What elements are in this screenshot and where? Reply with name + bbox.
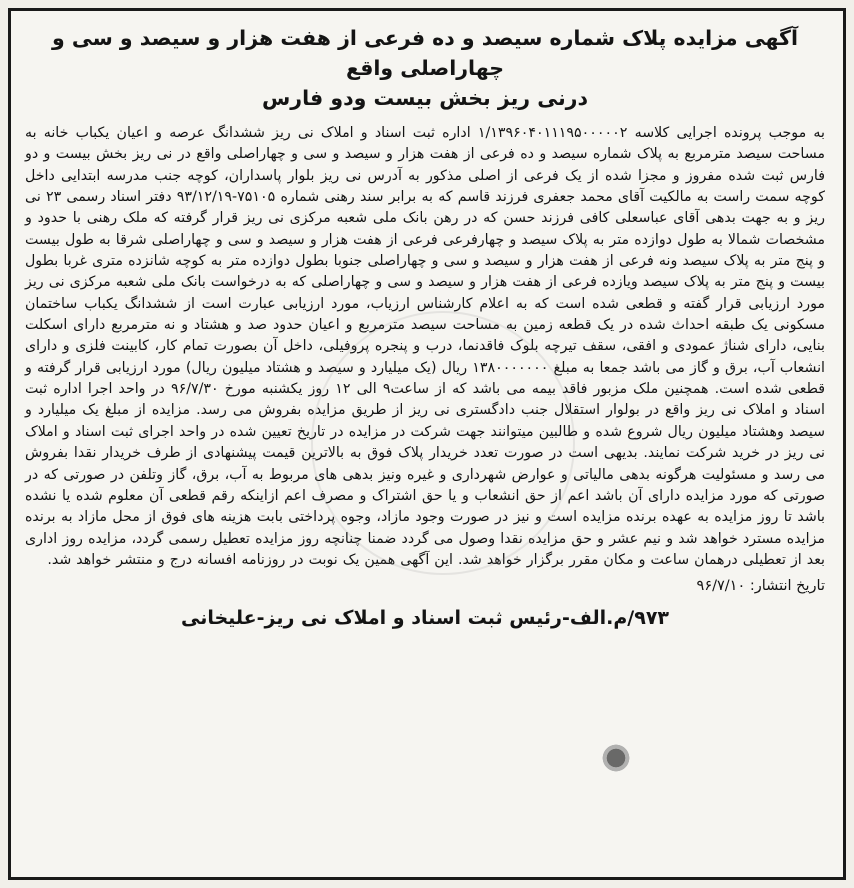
notice-title: آگهی مزایده پلاک شماره سیصد و ده فرعی از هفت هزار و سیصد و سی و چهاراصلی واقع bbox=[52, 26, 798, 80]
notice-body: به موجب پرونده اجرایی کلاسه ۱/۱۳۹۶۰۴۰۱۱۱۹۵۰۰۰۰۰۲ اداره ثبت اسناد و املاک نی ریز ششدانگ عرصه و اعیان یکباب خانه به مساحت سیصد مترمربع به پلاک شماره سیصد و ده فرعی از هفت هزار و سیصد و سی و چهاراصلی واقع در نی ریز بخش بیست و دو فارس ثبت شده مفروز و مجزا شده از یک فرعی از اصلی مذکور به آدرس نی ریز بلوار پاسداران، کوچه جنب مدرسه ابتدایی داخل کوچه سمت راست به مالکیت آقای محمد جعفری فرزند قاسم که به برابر سند رهنی شماره ۷۵۱۰۵-۹۳/۱۲/۱۹ دفتر اسناد رسمی ۲۳ نی ریز و به جهت بدهی آقای عباسعلی کافی فرزند حسن که در رهن بانک ملی شعبه مرکزی نی ریز قرار گرفته که ملک رهنی با حدود و مشخصات شمالا به طول دوازده متر به پلاک سیصد و چهارفرعی فرعی از هفت هزار و سیصد و سی و چهاراصلی شرقا به طول بیست و پنج متر به پلاک سیصد ونه فرعی از هفت هزار و سیصد و سی و چهاراصلی جنوبا بطول دوازده متر به کوچه شانزده متری غربا بطول بیست و پنج متر به پلاک سیصد ویازده فرعی از هفت هزار و سیصد و سی و چهاراصلی که به درخواست بانک ملی شعبه مرکزی نی ریز مورد ارزیابی قرار گفته و قطعی شده است که به اعلام کارشناس ارزیاب، مورد ارزیابی عبارت است از ششدانگ یکباب ساختمان مسکونی یک طبقه احداث شده در یک قطعه زمین به مساحت سیصد مترمربع و اعیان حدود صد و هشتاد و نه مترمربع دارای اسکلت بنایی، دارای شناژ عمودی و افقی، سقف تیرچه بلوک فاقدنما، درب و پنجره پروفیلی، داخل آن بصورت تمام کار، کابینت فلزی و دارای انشعاب آب، برق و گاز می باشد جمعا به مبلغ ۱۳۸۰۰۰۰۰۰۰ ریال (یک میلیارد و سیصد و هشتاد میلیون ریال) مورد ارزیابی قرار گرفته و قطعی شده است. همچنین ملک مزبور فاقد بیمه می باشد که از ساعت۹ الی ۱۲ روز یکشنبه مورخ ۹۶/۷/۳۰ در واحد اجرا اداره ثبت اسناد و املاک نی ریز واقع در بولوار استقلال جنب دادگستری نی ریز از طریق مزایده بفروش می رسد. مزایده از مبلغ یک میلیارد و سیصد وهشتاد میلیون ریال شروع شده و طالبین میتوانند جهت شرکت در مزایده در تاریخ تعیین شده در واحد اجرای ثبت اسناد و املاک نی ریز در خرید شرکت نمایند. بدیهی است در صورت تعدد خریدار پلاک فوق به بالاترین قیمت پیشنهادی از طرف خریدار نقدا بفروش می رسد و مسئولیت هرگونه بدهی مالیاتی و عوارض شهرداری و غیره ونیز بدهی های مربوط به آب، برق، گاز وتلفن در صورتی که در صورتی که مورد مزایده دارای آن باشد اعم از حق انشعاب و یا حق اشتراک و مصرف اعم ازاینکه رقم قطعی آن معلوم شده یا نشده باشد تا روز مزایده به عهده برنده مزایده است و نیز در صورت وجود مازاد، وجوه پرداختی بابت هزینه های فوق از محل مازاد به برنده مزایده مسترد خواهد شد و نیم عشر و حق مزایده نقدا وصول می گردد ضمنا چنانچه روز مزایده تعطیل رسمی گردد، مزایده روز اداری بعد از تعطیلی درهمان ساعت و مکان مقرر برگزار خواهد شد. این آگهی همین یک نوبت در روزنامه افسانه درج و منتشر خواهد شد. bbox=[25, 125, 826, 568]
notice-subtitle: درنی ریز بخش بیست ودو فارس bbox=[262, 86, 588, 110]
notice-frame bbox=[8, 8, 846, 880]
signature-line: ۹۷۳/م.الف-رئیس ثبت اسناد و املاک نی ریز-علیخانی bbox=[180, 607, 670, 630]
publish-date: تاریخ انتشار: ۹۶/۷/۱۰ bbox=[696, 578, 825, 595]
ink-stamp-icon bbox=[599, 741, 633, 775]
